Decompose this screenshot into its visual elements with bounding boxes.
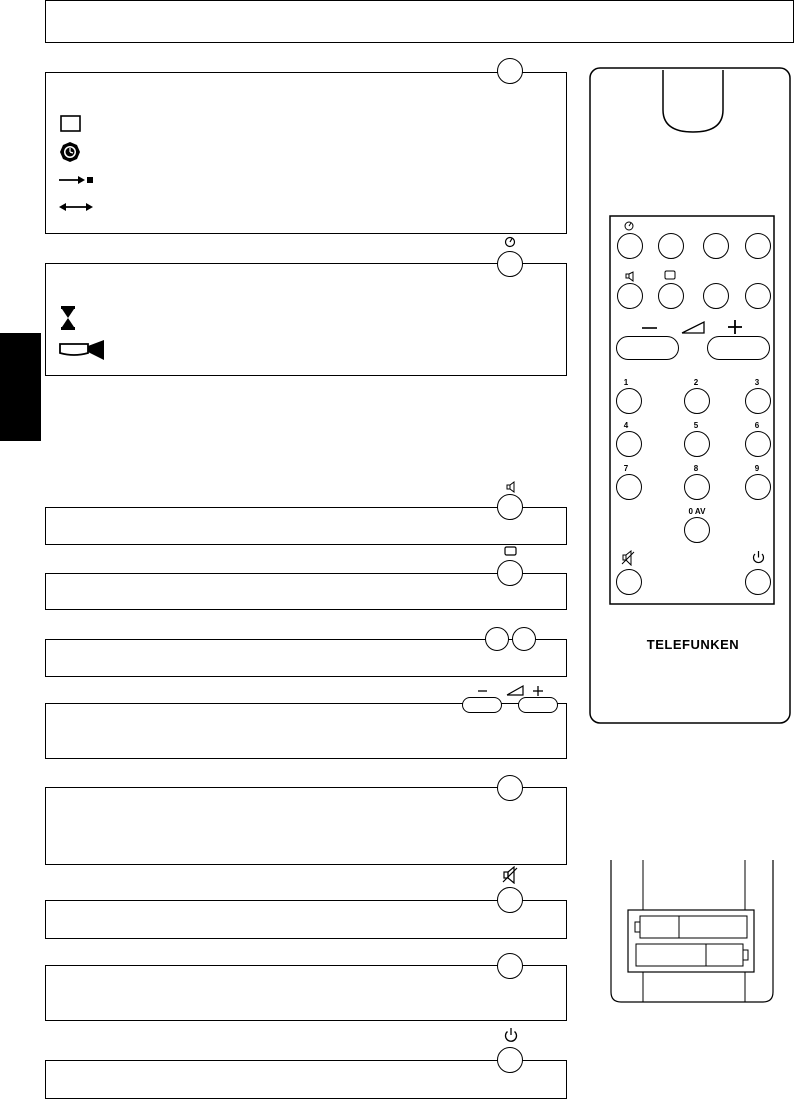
remote-button-timer bbox=[617, 233, 643, 259]
volume-minus-button bbox=[462, 697, 502, 713]
volume-plus-button bbox=[518, 697, 558, 713]
remote-button-9 bbox=[745, 474, 771, 500]
remote-button-r2c3 bbox=[703, 283, 729, 309]
section-box-4 bbox=[45, 573, 567, 610]
remote-button-8 bbox=[684, 474, 710, 500]
remote-button-7 bbox=[616, 474, 642, 500]
screen-icon bbox=[504, 546, 518, 557]
remote-button-r1c4 bbox=[745, 233, 771, 259]
section-9-button bbox=[497, 953, 523, 979]
double-arrow-icon bbox=[58, 200, 94, 214]
remote-button-r1c3 bbox=[703, 233, 729, 259]
mute-button bbox=[497, 887, 523, 913]
remote-label-9: 9 bbox=[754, 464, 760, 473]
header-bar bbox=[45, 0, 794, 43]
remote-volume-minus bbox=[616, 336, 679, 360]
remote-button-6 bbox=[745, 431, 771, 457]
section-box-7 bbox=[45, 787, 567, 865]
remote-button-r2c4 bbox=[745, 283, 771, 309]
remote-volume-plus bbox=[707, 336, 770, 360]
remote-button-standby bbox=[745, 569, 771, 595]
section-7-button bbox=[497, 775, 523, 801]
standby-button bbox=[497, 1047, 523, 1073]
section-box-1 bbox=[45, 72, 567, 234]
remote-timer-icon bbox=[624, 221, 635, 232]
clock-icon bbox=[504, 236, 516, 248]
section-box-10 bbox=[45, 1060, 567, 1099]
section-box-8 bbox=[45, 900, 567, 939]
remote-label-2: 2 bbox=[693, 378, 699, 387]
remote-speaker-icon bbox=[625, 271, 636, 282]
square-icon bbox=[60, 115, 82, 133]
remote-label-1: 1 bbox=[623, 378, 629, 387]
remote-label-8: 8 bbox=[693, 464, 699, 473]
section-1-button bbox=[497, 58, 523, 84]
pair-button-right bbox=[512, 627, 536, 651]
timer-button bbox=[497, 251, 523, 277]
remote-button-5 bbox=[684, 431, 710, 457]
side-tab bbox=[0, 333, 41, 441]
remote-label-4: 4 bbox=[623, 421, 629, 430]
remote-button-2 bbox=[684, 388, 710, 414]
arrow-stop-icon bbox=[58, 173, 94, 187]
remote-brand: TELEFUNKEN bbox=[646, 637, 740, 652]
section-box-9 bbox=[45, 965, 567, 1021]
remote-power-icon bbox=[751, 550, 766, 565]
remote-button-mute bbox=[616, 569, 642, 595]
section-box-2 bbox=[45, 263, 567, 376]
speaker-button bbox=[497, 494, 523, 520]
mute-icon bbox=[502, 866, 518, 884]
remote-label-5: 5 bbox=[693, 421, 699, 430]
horn-icon bbox=[58, 339, 106, 361]
clock-badge-icon bbox=[59, 141, 81, 163]
screen-button bbox=[497, 560, 523, 586]
remote-mute-icon bbox=[621, 550, 635, 566]
remote-button-0av bbox=[684, 517, 710, 543]
section-box-3 bbox=[45, 507, 567, 545]
battery-icon bbox=[610, 860, 775, 1005]
remote-button-screen bbox=[658, 283, 684, 309]
pair-button-left bbox=[485, 627, 509, 651]
hourglass-icon bbox=[60, 305, 76, 331]
power-icon bbox=[503, 1027, 519, 1043]
remote-label-3: 3 bbox=[754, 378, 760, 387]
remote-button-3 bbox=[745, 388, 771, 414]
remote-volume-icon bbox=[640, 318, 752, 336]
remote-button-1 bbox=[616, 388, 642, 414]
remote-label-0av: 0 AV bbox=[688, 507, 706, 516]
remote-button-r1c2 bbox=[658, 233, 684, 259]
speaker-icon bbox=[505, 481, 517, 493]
volume-ramp-icon bbox=[475, 684, 555, 698]
remote-label-7: 7 bbox=[623, 464, 629, 473]
remote-screen-icon bbox=[664, 270, 677, 281]
remote-label-6: 6 bbox=[754, 421, 760, 430]
remote-button-speaker bbox=[617, 283, 643, 309]
remote-button-4 bbox=[616, 431, 642, 457]
